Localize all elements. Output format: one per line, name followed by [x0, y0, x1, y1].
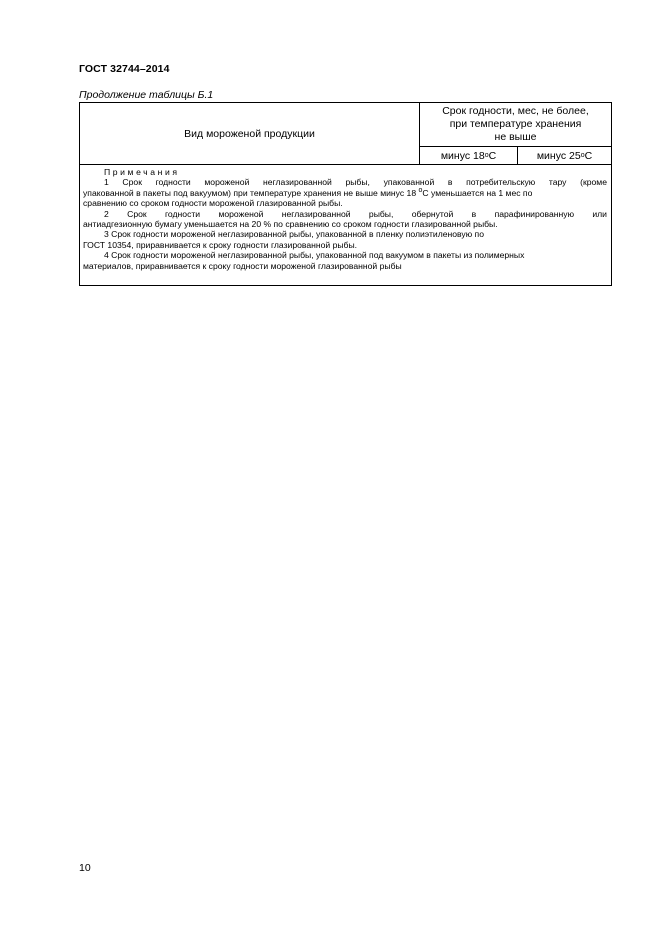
- notes-title: Примечания: [104, 167, 180, 177]
- temp2-unit: С: [584, 149, 593, 162]
- note-1-line2-tail: С уменьшается на 1 мес по: [422, 187, 533, 198]
- column-header-product-type: [80, 103, 420, 165]
- note-1: [83, 177, 607, 208]
- column-header-product-type-label: Вид мороженой продукции: [184, 127, 315, 140]
- note-4-line2: материалов, приравнивается к сроку годности мороженой глазированной рыбы: [83, 260, 402, 271]
- note-1-line2-text: упакованной в пакеты под вакуумом) при температуре хранения не выше минус 18 $^о$С уменьшается на 1 мес по: [83, 186, 533, 198]
- note-2-line1: 2 Срок годности мороженой неглазированной рыбы, обернутой в парафинированную или: [104, 208, 607, 219]
- note-4-line1: 4 Срок годности мороженой неглазированной рыбы, упакованной под вакуумом в пакеты из полимерных: [104, 250, 525, 261]
- note-2-line2: антиадгезионную бумагу уменьшается на 20 % по сравнению со сроком годности глазированной рыбы.: [83, 219, 498, 230]
- shelf-life-header-line2: при температуре хранения: [449, 118, 582, 130]
- note-4: [83, 250, 607, 271]
- note-3-line2: ГОСТ 10354, приравнивается к сроку годности глазированной рыбы.: [83, 239, 358, 250]
- temp2-text: минус 25: [536, 149, 581, 162]
- note-1-degree: о: [418, 186, 423, 194]
- note-3: [83, 229, 607, 250]
- note-1-line3: сравнению со сроком годности мороженой глазированной рыбы.: [83, 198, 343, 209]
- shelf-life-table: [79, 102, 612, 286]
- column-header-shelf-life: [420, 103, 611, 147]
- temp1-text: минус 18: [440, 149, 485, 162]
- document-code: ГОСТ 32744–2014: [79, 63, 170, 75]
- shelf-life-header-line3: не выше: [494, 131, 537, 143]
- note-1-line1: 1 Срок годности мороженой неглазированной рыбы, упакованной в потребительскую тару (кроме: [104, 177, 607, 188]
- column-header-minus-25: минус 25 о С: [518, 147, 611, 165]
- page-number: 10: [79, 862, 91, 874]
- table-notes: [80, 165, 611, 271]
- note-1-line2: [83, 188, 607, 198]
- table-caption: Продолжение таблицы Б.1: [79, 89, 214, 101]
- temp1-unit: С: [488, 149, 497, 162]
- note-3-line1: 3 Срок годности мороженой неглазированной рыбы, упакованной в пленку полиэтиленовую по: [104, 229, 484, 240]
- shelf-life-header-line1: Срок годности, мес, не более,: [442, 105, 589, 117]
- note-2: [83, 209, 607, 230]
- column-header-minus-18: минус 18 о С: [420, 147, 518, 165]
